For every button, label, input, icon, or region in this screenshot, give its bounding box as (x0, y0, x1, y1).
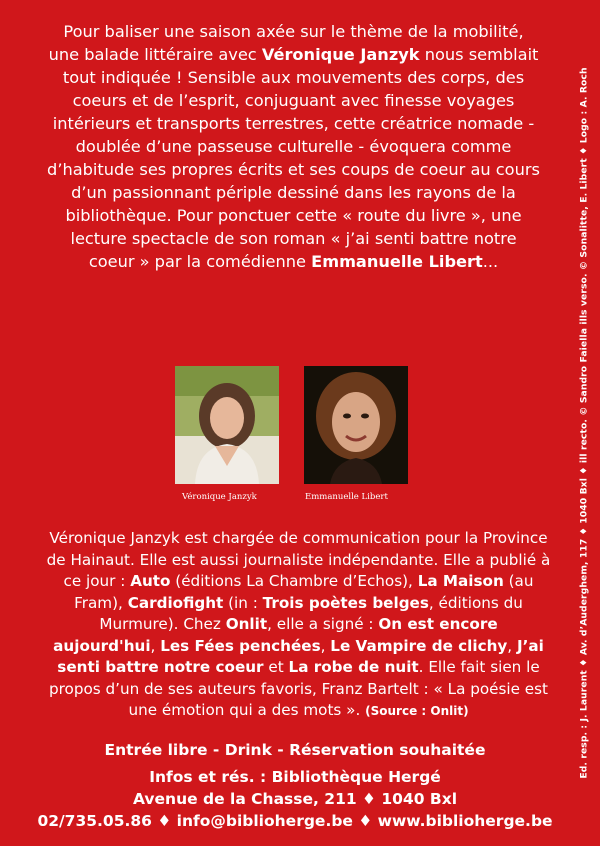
photo-veronique-janzyk (175, 366, 279, 484)
bio-text: . Elle fait sien le propos d’un de ses auteurs favoris, Franz Bartelt : « La poésie est une émotion qui a des mots ». (48, 658, 548, 719)
footer-info (0, 738, 590, 832)
book-title: La robe de nuit (288, 658, 419, 676)
entry-line: Entrée libre - Drink - Réservation souhaitée (104, 741, 486, 759)
intro-author-name: Véronique Janzyk (261, 45, 420, 64)
bio-text: Véronique Janzyk est chargée de communication pour la Province de Hainaut. Elle est aussi journaliste indépendante. Elle a publié à ce jour : (46, 529, 551, 590)
bio-source: (Source : Onlit) (365, 704, 469, 718)
intro-paragraph (46, 20, 541, 273)
book-title: Le Vampire de clichy (330, 636, 508, 655)
portrait-illustration (175, 366, 279, 484)
bio-text: (in : (223, 593, 263, 612)
contact-line: 02/735.05.86 ♦ info@biblioherge.be ♦ www.biblioherge.be (37, 812, 553, 830)
bio-text: , elle a signé : (267, 615, 379, 633)
caption-emmanuelle: Emmanuelle Libert (305, 492, 388, 502)
photo-emmanuelle-libert (304, 366, 408, 484)
credits-strip (568, 0, 600, 846)
bio-text: , (507, 636, 517, 655)
bio-paragraph (46, 528, 551, 723)
intro-text-1: Pour baliser une saison axée sur le thème de la mobilité, une balade littéraire avec (48, 22, 524, 64)
infos-line: Infos et rés. : Bibliothèque Hergé (149, 768, 441, 786)
publisher-name: Onlit (225, 615, 268, 633)
book-title: J’ai senti battre notre coeur (57, 636, 544, 676)
intro-actress-name: Emmanuelle Libert (311, 252, 483, 271)
book-title: La Maison (417, 572, 504, 590)
bio-text: (éditions La Chambre d’Echos), (170, 572, 418, 590)
book-title: Les Fées penchées (160, 636, 321, 655)
bio-text: et (263, 658, 289, 676)
book-title: On est encore aujourd'hui (53, 615, 498, 655)
bio-text: , éditions du Murmure). Chez (99, 593, 523, 633)
photo-row (0, 366, 600, 516)
intro-text-3: ... (482, 252, 499, 271)
book-title: Auto (130, 572, 171, 590)
bio-text: (au Fram), (74, 572, 534, 612)
book-title: Trois poètes belges (262, 593, 429, 612)
intro-text-2: nous semblait tout indiquée ! Sensible aux mouvements des corps, des coeurs et de l’esprit, conjuguant avec finesse voyages intérieurs et transports terrestres, cette créatrice nomade - doublée d’une passeuse culturelle - évoquera comme d’habitude ses propres écrits et ses coups de coeur au cours d’un passionnant périple dessiné dans les rayons de la bibliothèque. Pour ponctuer cette « route du livre », une lecture spectacle de son roman « j’ai senti battre notre coeur » par la comédienne (47, 45, 540, 271)
credits-text: Ed. resp. : J. Laurent ♦ Av. d’Auderghem, 117 ♦ 1040 Bxl ♦ ill recto. © Sandro Faiella ills verso. © Sonalitte, E. Libert ♦ Logo : A. Roch (578, 67, 590, 779)
bio-text: , (150, 636, 161, 655)
bio-text: , (320, 636, 331, 655)
book-title: Cardiofight (127, 593, 224, 612)
caption-veronique: Véronique Janzyk (182, 492, 257, 502)
portrait-illustration (304, 366, 408, 484)
address-line: Avenue de la Chasse, 211 ♦ 1040 Bxl (132, 790, 458, 808)
